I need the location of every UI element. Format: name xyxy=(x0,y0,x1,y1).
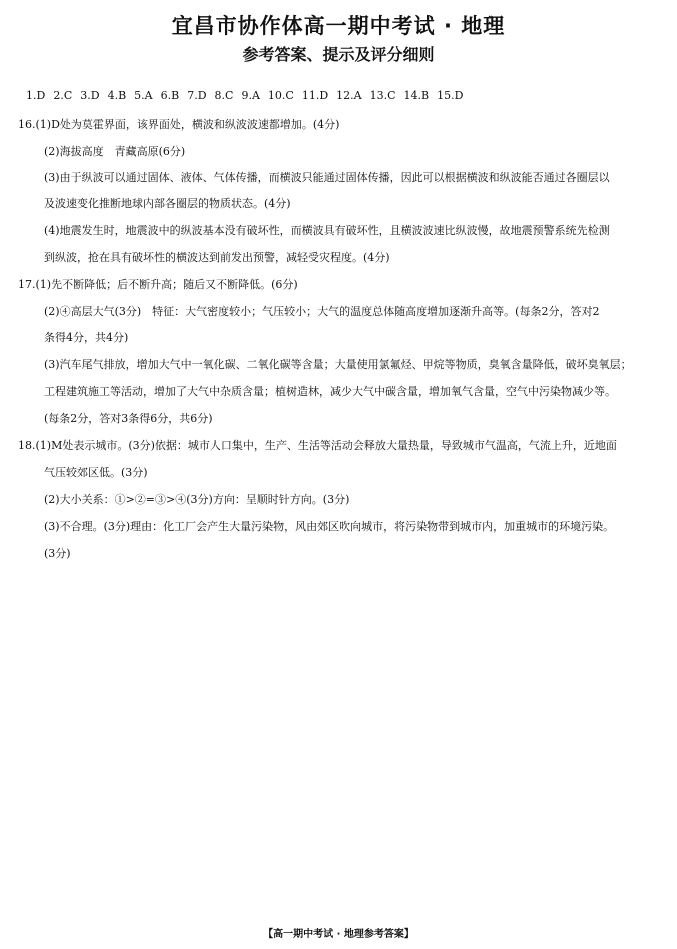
q17-part3-line1: (3)汽车尾气排放，增加大气中一氧化碳、二氧化碳等含量；大量使用氯氟烃、甲烷等物质，臭氧含量降低，破坏臭氧层； xyxy=(44,358,632,371)
mc-answer: 4.B xyxy=(107,89,127,102)
mc-answer: 15.D xyxy=(437,89,464,102)
q16-part2: (2)海拔高度 青藏高原(6分) xyxy=(44,145,186,158)
mc-answer: 11.D xyxy=(301,89,329,102)
mc-answer: 3.D xyxy=(80,89,100,102)
mc-answer: 14.B xyxy=(403,89,430,102)
page-footer: 【高一期中考试 · 地理参考答案】 xyxy=(263,929,414,940)
multiple-choice-answers xyxy=(26,89,656,102)
mc-answer: 6.B xyxy=(160,89,180,102)
q17-part2-line2: 条得4分，共4分) xyxy=(44,331,129,344)
q17-part2-line1: (2)④高层大气(3分) 特征：大气密度较小；气压较小；大气的温度总体随高度增加逐渐升高等。(每条2分，答对2 xyxy=(44,305,600,318)
q17-part3-line2: 工程建筑施工等活动，增加了大气中杂质含量；植树造林，减少大气中碳含量，增加氧气含量，空气中污染物减少等。 xyxy=(44,385,616,398)
q18-part1-line1: 18.(1)M处表示城市。(3分)依据：城市人口集中，生产、生活等活动会释放大量热量，导致城市气温高，气流上升，近地面 xyxy=(18,439,617,452)
mc-answer: 8.C xyxy=(214,89,234,102)
q16-part1: 16.(1)D处为莫霍界面，该界面处，横波和纵波波速都增加。(4分) xyxy=(18,118,340,131)
q18-part2: (2)大小关系：①>②=③>④(3分)方向：呈顺时针方向。(3分) xyxy=(44,493,350,506)
q16-part4-line2: 到纵波，抢在具有破坏性的横波达到前发出预警，减轻受灾程度。(4分) xyxy=(44,251,390,264)
mc-answer: 12.A xyxy=(336,89,362,102)
q18-part3-line2: (3分) xyxy=(44,547,71,560)
mc-answer: 10.C xyxy=(267,89,294,102)
q16-part3-line2: 及波速变化推断地球内部各圈层的物质状态。(4分) xyxy=(44,197,291,210)
mc-answer: 1.D xyxy=(26,89,46,102)
q18-part1-line2: 气压较郊区低。(3分) xyxy=(44,466,148,479)
mc-answer: 2.C xyxy=(53,89,73,102)
q16-part4-line1: (4)地震发生时，地震波中的纵波基本没有破坏性，而横波具有破坏性，且横波波速比纵波慢，故地震预警系统先检测 xyxy=(44,224,610,237)
page-title: 宜昌市协作体高一期中考试 · 地理 xyxy=(171,14,506,38)
mc-answer: 5.A xyxy=(134,89,153,102)
mc-answer: 7.D xyxy=(187,89,207,102)
q17-part1: 17.(1)先不断降低；后不断升高；随后又不断降低。(6分) xyxy=(18,278,298,291)
page-subtitle: 参考答案、提示及评分细则 xyxy=(242,45,435,64)
mc-answer: 9.A xyxy=(241,89,260,102)
q18-part3-line1: (3)不合理。(3分)理由：化工厂会产生大量污染物，风由郊区吹向城市，将污染物带到城市内，加重城市的环境污染。 xyxy=(44,520,615,533)
q17-part3-line3: (每条2分，答对3条得6分，共6分) xyxy=(44,412,213,425)
q16-part3-line1: (3)由于纵波可以通过固体、液体、气体传播，而横波只能通过固体传播，因此可以根据横波和纵波能否通过各圈层以 xyxy=(44,171,610,184)
mc-answer: 13.C xyxy=(369,89,396,102)
